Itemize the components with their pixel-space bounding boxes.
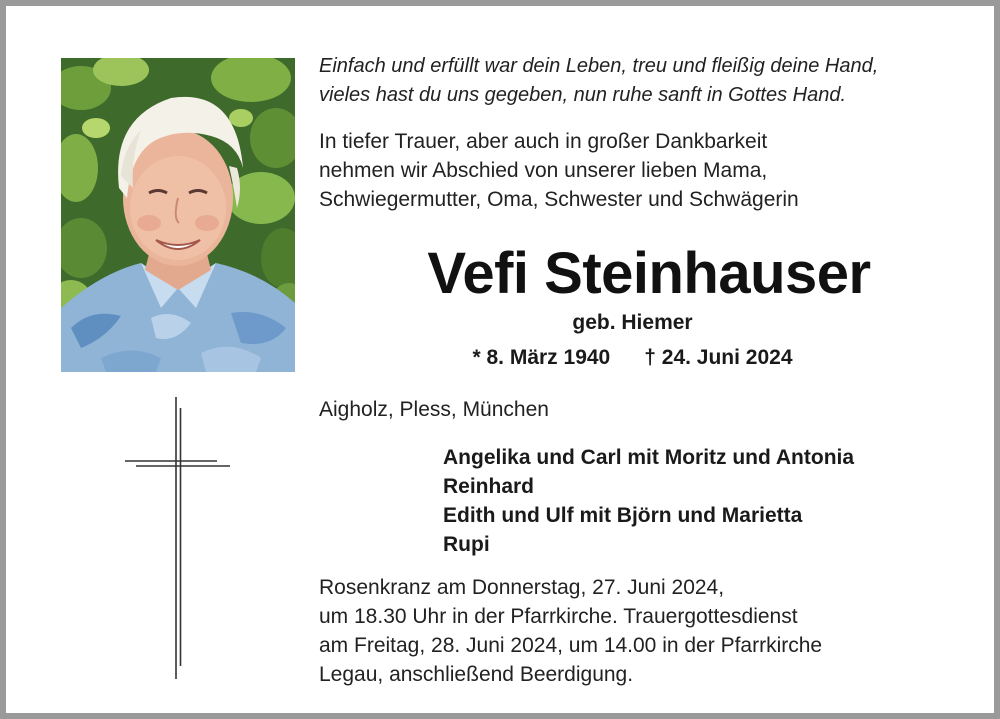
intro-line: nehmen wir Abschied von unserer lieben Mama, <box>319 159 768 182</box>
service-line: am Freitag, 28. Juni 2024, um 14.00 in der Pfarrkirche <box>319 634 823 657</box>
mourners-list <box>443 443 983 559</box>
portrait-photo <box>61 58 295 372</box>
mourner-line: Reinhard <box>443 475 535 498</box>
memorial-poem <box>319 52 979 110</box>
service-line: um 18.30 Uhr in der Pfarrkirche. Trauergottesdienst <box>319 605 798 628</box>
poem-line: vieles hast du uns gegeben, nun ruhe sanft in Gottes Hand. <box>319 84 847 106</box>
mourner-line: Angelika und Carl mit Moritz und Antonia <box>443 446 855 469</box>
service-line: Legau, anschließend Beerdigung. <box>319 663 634 686</box>
mourner-line: Rupi <box>443 533 490 556</box>
maiden-name: geb. Hiemer <box>572 311 693 334</box>
death-date: † 24. Juni 2024 <box>644 346 793 369</box>
mourner-line: Edith und Ulf mit Björn und Marietta <box>443 504 803 527</box>
life-dates <box>319 343 946 373</box>
service-line: Rosenkranz am Donnerstag, 27. Juni 2024, <box>319 576 725 599</box>
places-line: Aigholz, Pless, München <box>319 398 549 421</box>
intro-text <box>319 127 979 214</box>
birth-date: * 8. März 1940 <box>472 346 611 369</box>
cross-icon <box>121 394 236 684</box>
deceased-name: Vefi Steinhauser <box>427 241 871 306</box>
service-details <box>319 573 979 689</box>
poem-line: Einfach und erfüllt war dein Leben, treu und fleißig deine Hand, <box>319 55 879 77</box>
intro-line: In tiefer Trauer, aber auch in großer Dankbarkeit <box>319 130 768 153</box>
intro-line: Schwiegermutter, Oma, Schwester und Schwägerin <box>319 188 799 211</box>
